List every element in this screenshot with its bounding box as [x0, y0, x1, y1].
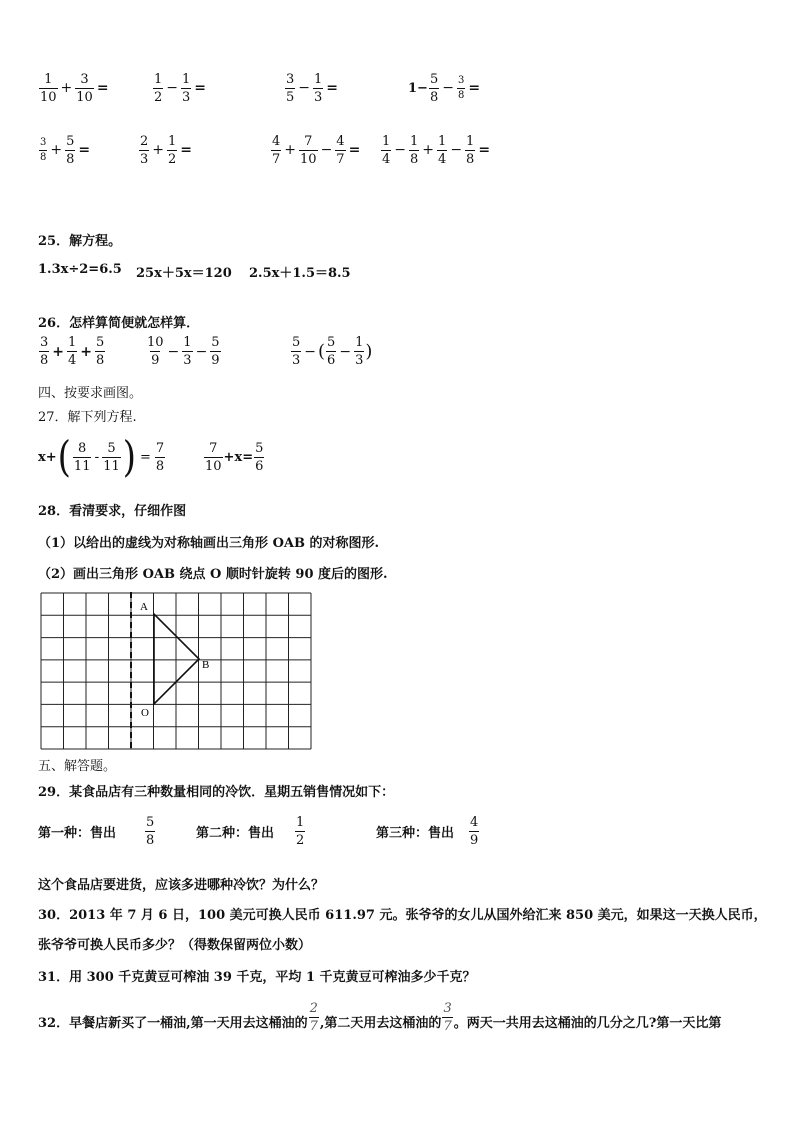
numerator: 3 [80, 71, 89, 87]
fraction [65, 135, 75, 166]
fraction [354, 336, 364, 367]
operator: − [320, 142, 333, 158]
denominator: 2 [168, 151, 177, 167]
operator: + [60, 80, 73, 96]
fraction [181, 73, 191, 104]
fraction [204, 442, 223, 473]
q29-item-1 [38, 816, 156, 847]
numerator: 1 [68, 335, 77, 350]
fraction [167, 135, 177, 166]
denominator: 5 [286, 89, 295, 105]
open-big-paren: ( [57, 432, 71, 482]
operator: + [80, 343, 93, 360]
denominator: 7 [272, 151, 281, 167]
numerator: 5 [66, 133, 75, 149]
q29-fraction-3 [468, 816, 480, 847]
q32-fraction-2 [441, 1002, 453, 1033]
numerator: 10 [147, 335, 164, 350]
denominator: 10 [300, 151, 317, 167]
fraction [39, 73, 58, 104]
operator: − [442, 80, 454, 96]
q30-line-1: 30．2013 年 7 月 6 日，100 美元可换人民币 611.97 元。张爷爷的女儿从国外给汇来 850 美元，如果这一天换人民币， [38, 908, 767, 923]
denominator: 8 [66, 151, 75, 167]
fraction [75, 73, 94, 104]
fraction [442, 1002, 452, 1033]
numerator: 3 [40, 335, 49, 350]
operator: + [422, 142, 435, 158]
operator: − [450, 142, 463, 158]
denominator: 6 [327, 353, 336, 368]
numerator: 1 [182, 71, 191, 87]
minus-sign: − [304, 343, 317, 360]
equals-sign: = [180, 142, 193, 158]
exercise-2-1 [38, 135, 92, 166]
equals-sign: = [96, 80, 109, 96]
close-big-paren: ) [122, 432, 137, 482]
numerator: 7 [209, 441, 218, 456]
denominator: 4 [438, 151, 447, 167]
drawing-grid [40, 592, 312, 750]
denominator: 3 [314, 89, 323, 105]
denominator: 9 [211, 353, 220, 368]
equals-sign: = [468, 80, 481, 96]
denominator: 7 [309, 1019, 318, 1034]
denominator: 7 [336, 151, 345, 167]
numerator: 1 [154, 71, 163, 87]
operator: − [394, 142, 407, 158]
numerator: 5 [255, 441, 264, 456]
numerator: 1 [314, 71, 323, 87]
q26-expr-3-first [290, 336, 302, 367]
fraction [326, 336, 336, 367]
fraction [429, 73, 439, 104]
denominator: 3 [292, 353, 301, 368]
numerator: 1 [168, 133, 177, 149]
denominator: 8 [96, 353, 105, 368]
grid-lines [41, 593, 311, 749]
denominator: 10 [40, 89, 57, 105]
numerator: 5 [429, 71, 439, 87]
fraction [285, 73, 295, 104]
denominator: 9 [151, 353, 160, 368]
fraction [335, 135, 345, 166]
numerator: 1 [296, 815, 305, 830]
q29-item-3-label: 第三种：售出 [376, 826, 455, 841]
q30-line-2: 张爷爷可换人民币多少？（得数保留两位小数） [38, 938, 312, 953]
q28-step-1: （1）以给出的虚线为对称轴画出三角形 OAB 的对称图形. [38, 536, 380, 551]
q32-part-3: 。两天一共用去这桶油的几分之几?第一天比第 [453, 1016, 722, 1031]
denominator: 8 [40, 151, 47, 163]
denominator: 3 [183, 353, 192, 368]
numerator: 4 [336, 133, 345, 149]
label-a: A [140, 601, 148, 613]
fraction [409, 135, 419, 166]
operator: + [152, 142, 165, 158]
fraction [67, 336, 77, 367]
fraction [313, 73, 323, 104]
denominator: 6 [255, 459, 264, 474]
numerator: 1 [466, 133, 475, 149]
q27-eq1-inner [72, 442, 122, 473]
exercise-1-1 [38, 73, 111, 104]
numerator: 4 [470, 815, 479, 830]
fraction [182, 336, 192, 367]
equals-sign: = [348, 142, 361, 158]
fraction [295, 816, 305, 847]
equals-sign: = [478, 142, 491, 158]
numerator: 5 [327, 335, 336, 350]
q25-equation-2: 25x＋5x＝120 [136, 266, 232, 281]
fraction [271, 135, 281, 166]
denominator: 11 [73, 458, 91, 474]
open-paren: ( [318, 341, 326, 362]
exercise-1-4 [408, 73, 482, 104]
operator: − [167, 343, 180, 360]
label-b: B [202, 659, 210, 671]
operator: + [52, 343, 65, 360]
label-o: O [141, 707, 149, 719]
q29-item-1-label: 第一种：售出 [38, 826, 117, 841]
q26-title: 26．怎样算简便就怎样算． [38, 316, 200, 331]
q25-equation-1: 1.3x÷2=6.5 [38, 262, 122, 277]
fraction [457, 76, 465, 101]
numerator: 2 [309, 1001, 318, 1016]
denominator: 9 [470, 833, 479, 848]
q27-title: 27．解下列方程. [38, 410, 137, 425]
numerator: 1 [438, 133, 447, 149]
numerator: 1 [355, 335, 364, 350]
q26-expression-2 [145, 336, 222, 367]
denominator: 2 [296, 833, 305, 848]
q32-text [38, 1002, 721, 1033]
q29-question: 这个食品店要进货，应该多进哪种冷饮？为什么？ [38, 878, 325, 893]
operator: − [298, 80, 311, 96]
denominator: 8 [429, 89, 439, 105]
denominator: 2 [154, 89, 163, 105]
fraction [153, 73, 163, 104]
denominator: 8 [155, 458, 165, 474]
lead: 1− [408, 80, 428, 96]
operator: + [284, 142, 297, 158]
fraction [437, 135, 447, 166]
fraction [254, 442, 264, 473]
numerator: 7 [304, 133, 313, 149]
q26-expr-3-inner [325, 336, 365, 367]
q26-expr-2-content [145, 336, 222, 367]
fraction [39, 138, 47, 163]
q26-expression-3 [290, 336, 372, 367]
q27-eq2-mid: +x= [223, 450, 254, 465]
fraction [95, 336, 105, 367]
q27-eq2-left [203, 442, 224, 473]
exercise-2-2 [138, 135, 194, 166]
denominator: 10 [205, 459, 222, 474]
numerator: 8 [78, 440, 87, 456]
q27-eq1-equals: = [140, 449, 151, 465]
operator: − [339, 343, 352, 360]
close-paren: ) [365, 341, 373, 362]
q25-title: 25．解方程。 [38, 234, 122, 249]
denominator: 8 [40, 353, 49, 368]
denominator: 4 [68, 353, 77, 368]
numerator: 3 [443, 1001, 452, 1016]
equals-sign: = [78, 142, 91, 158]
numerator: 3 [286, 71, 295, 87]
numerator: 2 [140, 133, 149, 149]
numerator: 1 [44, 71, 53, 87]
denominator: 11 [103, 458, 120, 474]
q32-part-1: 32．早餐店新买了一桶油,第一天用去这桶油的 [38, 1016, 308, 1031]
numerator: 3 [40, 136, 47, 148]
fraction [291, 336, 301, 367]
denominator: 10 [76, 89, 93, 105]
operator: − [195, 343, 208, 360]
exercise-1-2 [152, 73, 208, 104]
equals-sign: = [326, 80, 339, 96]
fraction [381, 135, 391, 166]
numerator: 3 [457, 74, 465, 86]
fraction [73, 442, 92, 473]
numerator: 4 [272, 133, 281, 149]
denominator: 8 [457, 89, 465, 101]
denominator: 4 [382, 151, 391, 167]
q32-part-2: ,第二天用去这桶油的 [319, 1016, 442, 1031]
numerator: 1 [382, 133, 391, 149]
denominator: 7 [443, 1019, 452, 1034]
q29-fraction-1 [144, 816, 156, 847]
section-4-heading: 四、按要求画图。 [38, 386, 143, 401]
fraction [299, 135, 318, 166]
q27-eq2-right [253, 442, 265, 473]
q29-item-2 [196, 816, 306, 847]
q27-equation-1 [38, 432, 166, 482]
q28-title: 28．看清要求，仔细作图 [38, 504, 187, 519]
fraction [469, 816, 479, 847]
denominator: 8 [146, 833, 155, 848]
numerator: 5 [96, 335, 105, 350]
numerator: 1 [410, 133, 419, 149]
q27-eq1-right [154, 442, 166, 473]
exercise-2-4 [380, 135, 492, 166]
denominator: 3 [140, 151, 149, 167]
denominator: 3 [355, 353, 364, 368]
section-5-heading: 五、解答题。 [38, 759, 117, 774]
fraction [309, 1002, 319, 1033]
numerator: 1 [183, 335, 192, 350]
numerator: 5 [292, 335, 301, 350]
q26-expression-1 [38, 336, 106, 367]
equals-sign: = [194, 80, 207, 96]
q29-fraction-2 [294, 816, 306, 847]
q27-eq1-lead: x+ [38, 449, 57, 465]
q28-step-2: （2）画出三角形 OAB 绕点 O 顺时针旋转 90 度后的图形. [38, 567, 388, 582]
operator: - [94, 449, 100, 465]
q29-item-3 [376, 816, 480, 847]
fraction [145, 816, 155, 847]
fraction [39, 336, 49, 367]
q25-equation-3: 2.5x＋1.5＝8.5 [249, 266, 351, 281]
numerator: 7 [155, 440, 165, 456]
q29-item-2-label: 第二种：售出 [196, 826, 275, 841]
denominator: 8 [466, 151, 475, 167]
fraction [155, 442, 165, 473]
operator: + [50, 142, 63, 158]
fraction [465, 135, 475, 166]
operator: − [166, 80, 179, 96]
q26-expr-1-content [38, 336, 106, 367]
fraction [146, 336, 165, 367]
q31-text: 31．用 300 千克黄豆可榨油 39 千克，平均 1 千克黄豆可榨油多少千克？ [38, 970, 476, 985]
q29-title: 29．某食品店有三种数量相同的冷饮．星期五销售情况如下： [38, 785, 395, 800]
fraction [139, 135, 149, 166]
denominator: 3 [182, 89, 191, 105]
numerator: 5 [107, 440, 116, 456]
denominator: 8 [410, 151, 419, 167]
fraction [102, 442, 121, 473]
fraction [210, 336, 220, 367]
q32-fraction-1 [308, 1002, 320, 1033]
numerator: 5 [211, 335, 220, 350]
q27-equation-2 [203, 442, 265, 473]
numerator: 5 [146, 815, 155, 830]
exercise-1-3 [284, 73, 340, 104]
exercise-2-3 [270, 135, 362, 166]
